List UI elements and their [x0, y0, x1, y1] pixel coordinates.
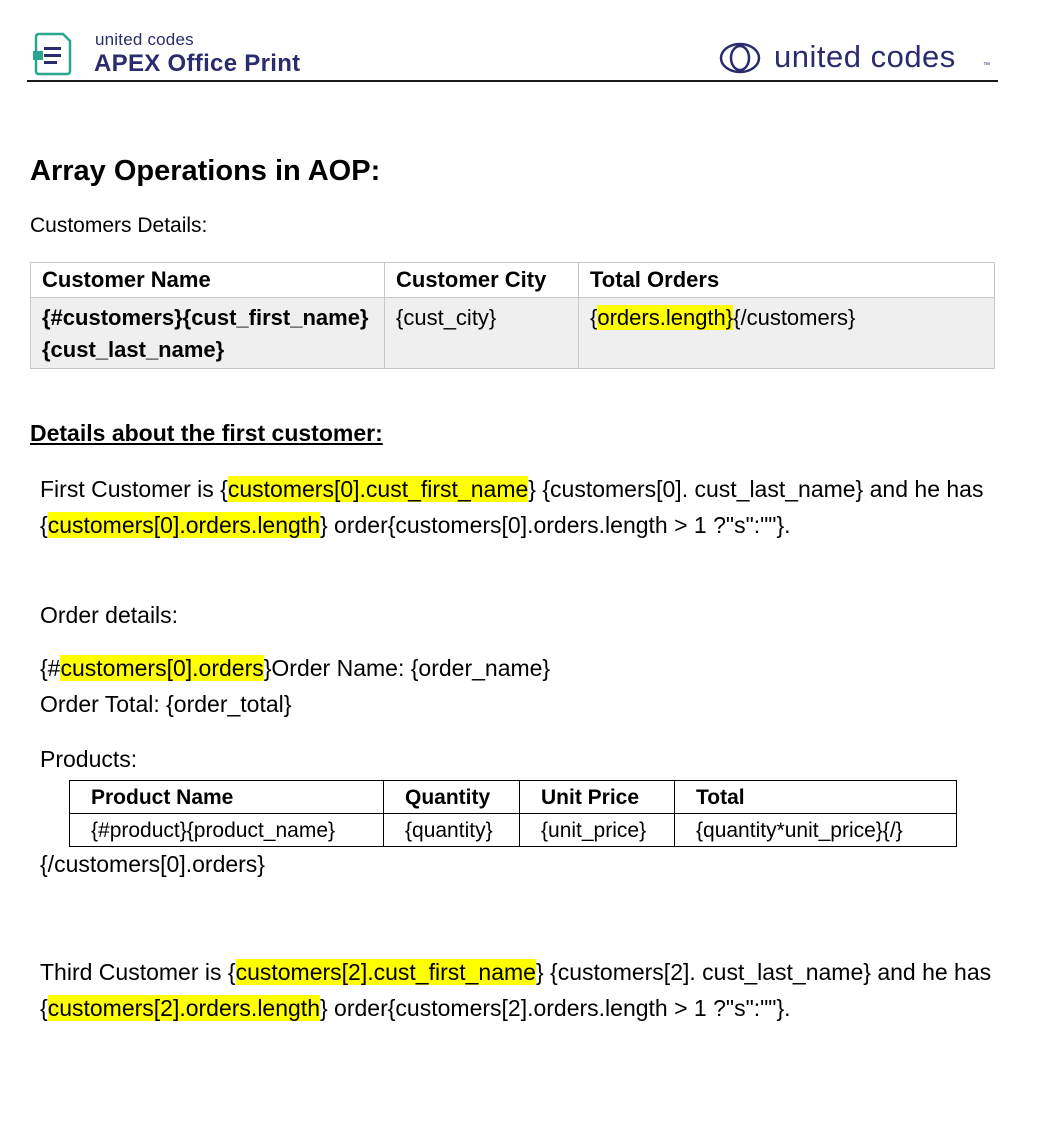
text-run: } order{customers[2].orders.length > 1 ?"s":""}.	[319, 995, 791, 1021]
first-customer-heading: Details about the first customer:	[30, 420, 383, 446]
col-header-quantity: Quantity	[384, 781, 520, 814]
col-header-total-orders: Total Orders	[579, 263, 995, 298]
order-total-line: Order Total: {order_total}	[40, 691, 292, 717]
name-tag-line2: {cust_last_name}	[42, 337, 225, 362]
orders-length-highlight: orders.length}	[597, 305, 734, 330]
text-run: Third Customer is {	[40, 959, 236, 985]
brand-small-text: united codes	[95, 30, 194, 49]
col-header-unit-price: Unit Price	[520, 781, 675, 814]
text-run: } {customers[2]. cust_last_name} and he has {	[40, 959, 992, 1021]
customers-details-label: Customers Details:	[30, 214, 208, 237]
text-run: {#	[40, 655, 61, 681]
highlight-run: customers[2].cust_first_name	[235, 959, 536, 985]
orders-loop-close: {/customers[0].orders}	[40, 851, 265, 877]
cell-total-orders	[579, 298, 995, 369]
cell-product-name: {#product}{product_name}	[70, 814, 384, 847]
products-table-header-row	[70, 781, 957, 814]
highlight-run: customers[0].cust_first_name	[227, 476, 529, 502]
col-header-customer-city: Customer City	[385, 263, 579, 298]
products-table	[69, 780, 957, 847]
cell-customer-name	[31, 298, 385, 369]
highlight-run: customers[2].orders.length	[47, 995, 320, 1021]
third-customer-paragraph	[40, 954, 1020, 1026]
trademark-symbol: ™	[983, 62, 990, 69]
table-row	[70, 814, 957, 847]
cell-customer-city: {cust_city}	[385, 298, 579, 369]
name-tag-line1: {#customers}{cust_first_name}	[42, 305, 369, 330]
cell-quantity: {quantity}	[384, 814, 520, 847]
brand-product-name: APEX Office Print	[94, 50, 301, 77]
cell-total: {quantity*unit_price}{/}	[675, 814, 957, 847]
highlight-run: customers[0].orders.length	[47, 512, 320, 538]
col-header-total: Total	[675, 781, 957, 814]
customers-table	[30, 262, 995, 369]
document-header	[27, 22, 998, 82]
text-run: }Order Name: {order_name}	[263, 655, 551, 681]
page-title: Array Operations in AOP:	[30, 155, 381, 187]
united-codes-logo-icon	[719, 42, 761, 74]
cell-unit-price: {unit_price}	[520, 814, 675, 847]
text-run: } {customers[0]. cust_last_name} and he has {	[40, 476, 984, 538]
text-run: } order{customers[0].orders.length > 1 ?"s":""}.	[319, 512, 791, 538]
orders-loop-paragraph	[40, 650, 550, 722]
company-name: united codes	[774, 39, 956, 74]
table-row	[31, 298, 995, 369]
col-header-product-name: Product Name	[70, 781, 384, 814]
orders-close: {/customers}	[733, 305, 856, 330]
text-run: First Customer is {	[40, 476, 228, 502]
col-header-customer-name: Customer Name	[31, 263, 385, 298]
products-label: Products:	[40, 746, 138, 772]
orders-open: {	[590, 305, 598, 330]
customers-table-header-row	[31, 263, 995, 298]
aop-document-logo-icon	[33, 31, 73, 77]
first-customer-paragraph	[40, 471, 1020, 543]
highlight-run: customers[0].orders	[60, 655, 264, 681]
order-details-label: Order details:	[40, 602, 179, 628]
